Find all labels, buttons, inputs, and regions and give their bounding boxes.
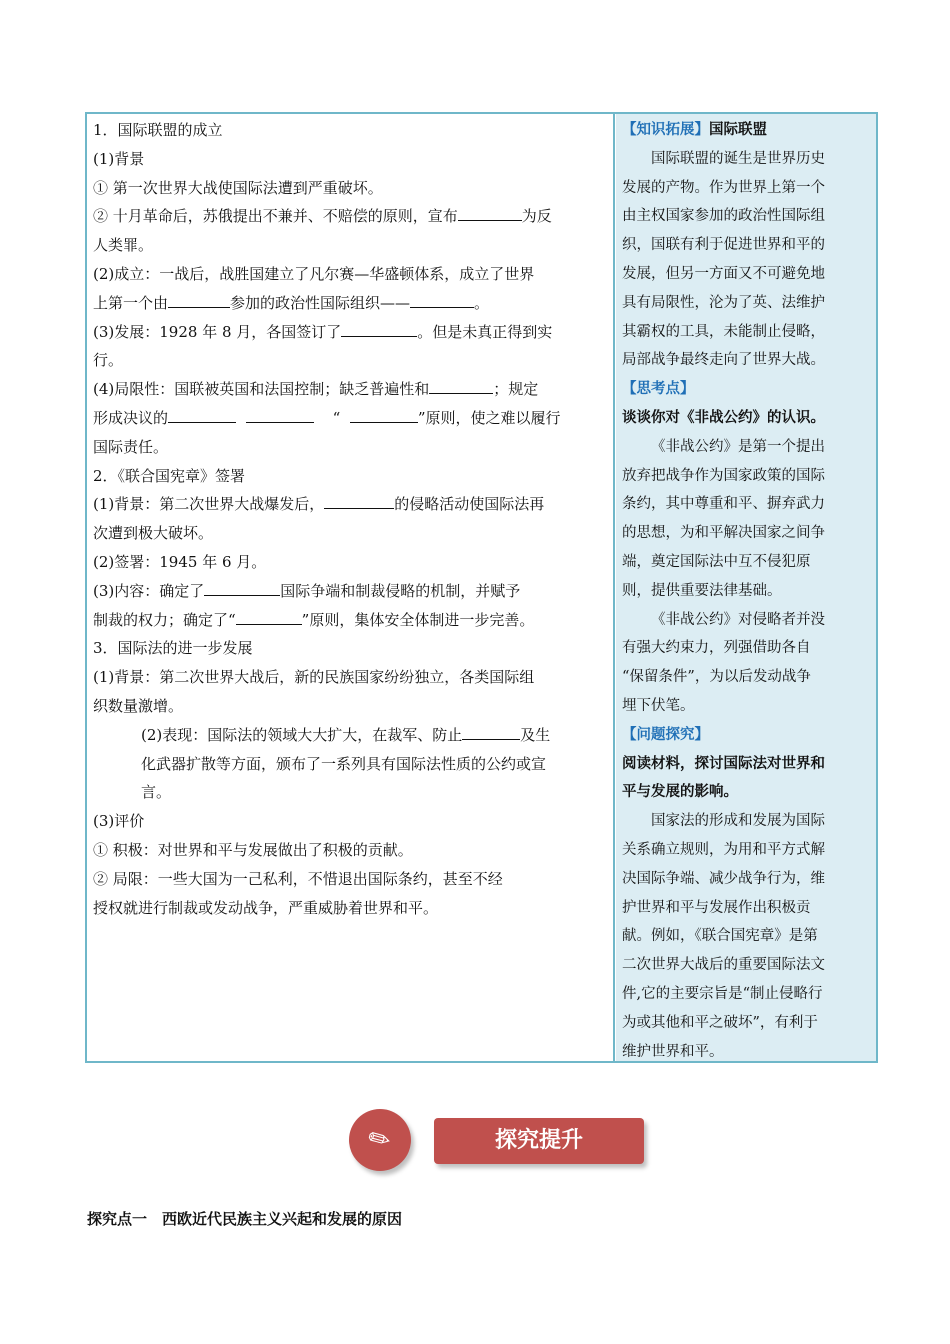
fill-blank[interactable] <box>246 404 314 423</box>
s1-limitation-cont: 形成决议的 “ ”原则，使之难以履行 <box>93 404 607 433</box>
s2-content: (3)内容：确定了 国际争端和制裁侵略的机制，并赋予 <box>93 577 607 606</box>
fill-blank[interactable] <box>410 289 474 308</box>
fill-blank[interactable] <box>168 289 230 308</box>
left-column <box>93 116 607 922</box>
s3-background: (1)背景：第二次世界大战后，新的民族国家纷纷独立，各类国际组 <box>93 668 535 687</box>
s3-background-cont: 织数量激增。 <box>93 696 184 715</box>
fill-blank[interactable] <box>236 606 302 625</box>
s3-evaluation: (3)评价 <box>93 812 145 831</box>
think-point-answer-2: 《非战公约》对侵略者并没 有强大约束力，列强借助各自 “保留条件”，为以后发动战争 埋下伏笔。 <box>622 611 825 714</box>
s3-positive: ① 积极：对世界和平与发展做出了积极的贡献。 <box>93 840 413 859</box>
fill-blank[interactable] <box>429 375 493 394</box>
s1-limitation: (4)局限性：国联被英国和法国控制；缺乏普遍性和 ；规定 <box>93 375 607 404</box>
fill-blank[interactable] <box>458 202 522 221</box>
s1-development-cont: 行。 <box>93 351 124 370</box>
think-point-answer-1: 《非战公约》是第一个提出 放弃把战争作为国家政策的国际 条约，其中尊重和平、摒弃武力 的思想，为和平解决国家之间争 端，奠定国际法中互不侵犯原 则，提供重要法律基础。 <box>622 438 825 599</box>
banner-title: 探究提升 <box>434 1118 644 1164</box>
fill-blank[interactable] <box>324 490 394 509</box>
s2-background-cont: 次遭到极大破坏。 <box>93 524 214 543</box>
fill-blank[interactable] <box>168 404 236 423</box>
section-1-title: 1．国际联盟的成立 <box>93 121 223 139</box>
s3-negative: ② 局限：一些大国为一己私利，不惜退出国际条约，甚至不经 <box>93 869 503 888</box>
s2-signing: (2)签署：1945 年 6 月。 <box>93 552 267 571</box>
column-divider <box>613 112 615 1063</box>
s3-expression-cont: 化武器扩散等方面，颁布了一系列具有国际法性质的公约或宣 <box>141 754 547 773</box>
s1-establishment: (2)成立：一战后，战胜国建立了凡尔赛—华盛顿体系，成立了世界 <box>93 264 535 283</box>
s1-background-heading: (1)背景 <box>93 149 145 168</box>
s2-background: (1)背景：第二次世界大战爆发后， 的侵略活动使国际法再 <box>93 490 607 519</box>
inquiry-question: 阅读材料，探讨国际法对世界和 平与发展的影响。 <box>622 755 825 801</box>
s2-content-cont: 制裁的权力；确定了“ ”原则，集体安全体制进一步完善。 <box>93 606 607 635</box>
inquiry-material: 国家法的形成和发展为国际 关系确立规则，为用和平方式解 决国际争端、减少战争行为，维 护世界和平与发展作出积极贡 献。例如，《联合国宪章》是第 二次世界大战后的重要国际法文 件,它的主要宗旨是“制止侵略行 为或其他和平之破坏”，有利于 维护世界和平。 <box>622 813 825 1060</box>
s3-expression: (2)表现：国际法的领域大大扩大，在裁军、防止 及生 <box>93 721 607 750</box>
s1-limitation-end: 国际责任。 <box>93 437 169 456</box>
think-point-heading: 【思考点】 <box>622 381 695 398</box>
section-2-title: 2．《联合国宪章》签署 <box>93 466 246 485</box>
s3-negative-cont: 授权就进行制裁或发动战争，严重威胁着世界和平。 <box>93 898 439 917</box>
s1-establishment-cont: 上第一个由 参加的政治性国际组织—— 。 <box>93 289 607 318</box>
fill-blank[interactable] <box>462 721 520 740</box>
think-point-question: 谈谈你对《非战公约》的认识。 <box>622 409 825 426</box>
section-heading: 探究点一 西欧近代民族主义兴起和发展的原因 <box>87 1210 403 1228</box>
fill-blank[interactable] <box>350 404 418 423</box>
sidebar-notes <box>616 114 876 1061</box>
knowledge-extension-heading: 【知识拓展】国际联盟 <box>622 122 767 138</box>
s1-background-a: ① 第一次世界大战使国际法遭到严重破坏。 <box>93 178 383 197</box>
s1-development: (3)发展：1928 年 8 月，各国签订了 。但是未真正得到实 <box>93 318 607 347</box>
inquiry-heading: 【问题探究】 <box>622 726 709 743</box>
knowledge-extension-text: 国际联盟的诞生是世界历史 发展的产物。作为世界上第一个 由主权国家参加的政治性国际组 织，国联有利于促进世界和平的 发展，但另一方面又不可避免地 具有局限性，沦为了英、法维护 其霸权的工具，未能制止侵略， 局部战争最终走向了世界大战。 <box>622 150 825 369</box>
pencil-icon: ✎ <box>349 1109 411 1171</box>
s1-background-b-cont: 人类罪。 <box>93 236 154 255</box>
fill-blank[interactable] <box>341 318 417 337</box>
section-3-title: 3．国际法的进一步发展 <box>93 639 253 658</box>
s3-expression-end: 言。 <box>141 783 172 802</box>
fill-blank[interactable] <box>204 577 280 596</box>
s1-background-b: ② 十月革命后，苏俄提出不兼并、不赔偿的原则，宣布 为反 <box>93 202 607 231</box>
